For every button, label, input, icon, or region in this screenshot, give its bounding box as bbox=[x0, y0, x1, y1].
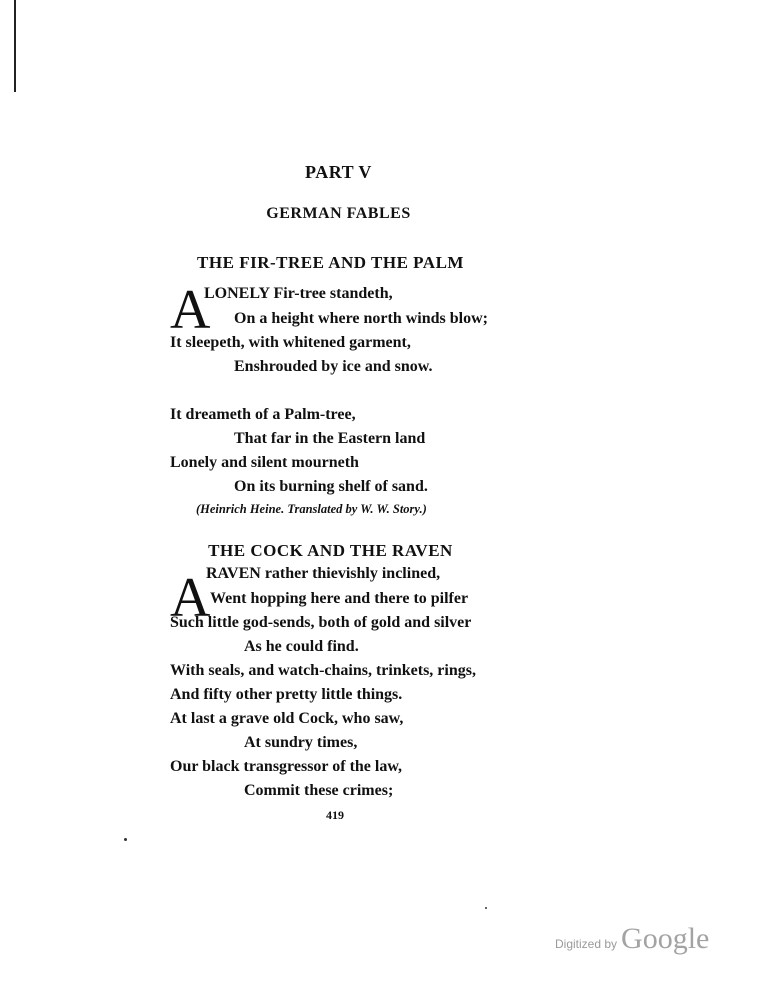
poem-line: It dreameth of a Palm-tree, bbox=[170, 406, 356, 423]
poem-line: It sleepeth, with whitened garment, bbox=[170, 334, 411, 351]
page-edge-line bbox=[14, 0, 16, 92]
poem-line: Lonely and silent mourneth bbox=[170, 454, 359, 471]
poem-line: That far in the Eastern land bbox=[234, 430, 426, 447]
poem-line: As he could find. bbox=[244, 638, 359, 655]
poem-line: Our black transgressor of the law, bbox=[170, 758, 403, 775]
google-logo: Google bbox=[621, 922, 710, 955]
poem-title: THE COCK AND THE RAVEN bbox=[208, 541, 453, 560]
watermark-prefix: Digitized by bbox=[555, 937, 618, 951]
poem-line: Such little god-sends, both of gold and silver bbox=[170, 614, 472, 631]
poem-line: RAVEN rather thievishly inclined, bbox=[206, 565, 441, 582]
section-heading: GERMAN FABLES bbox=[266, 205, 411, 222]
poem-line: On a height where north winds blow; bbox=[234, 310, 488, 327]
drop-cap: A bbox=[170, 279, 211, 341]
poem-line: With seals, and watch-chains, trinkets, rings, bbox=[170, 662, 476, 679]
scan-speck bbox=[124, 838, 127, 841]
digitized-watermark bbox=[555, 922, 709, 956]
poem-line: At last a grave old Cock, who saw, bbox=[170, 710, 404, 727]
poem-line: Went hopping here and there to pilfer bbox=[210, 590, 469, 607]
poem-line: And fifty other pretty little things. bbox=[170, 686, 403, 703]
poem-line: LONELY Fir-tree standeth, bbox=[204, 285, 393, 302]
page-number: 419 bbox=[326, 808, 344, 822]
poem-line: Enshrouded by ice and snow. bbox=[234, 358, 433, 375]
part-heading: PART V bbox=[305, 162, 372, 182]
drop-cap: A bbox=[170, 567, 211, 629]
attribution: (Heinrich Heine. Translated by W. W. Story.) bbox=[196, 502, 427, 516]
poem-title: THE FIR-TREE AND THE PALM bbox=[197, 253, 464, 272]
poem-line: Commit these crimes; bbox=[244, 782, 394, 799]
poem-line: On its burning shelf of sand. bbox=[234, 478, 428, 495]
poem-line: At sundry times, bbox=[244, 734, 358, 751]
scan-speck bbox=[485, 907, 487, 909]
